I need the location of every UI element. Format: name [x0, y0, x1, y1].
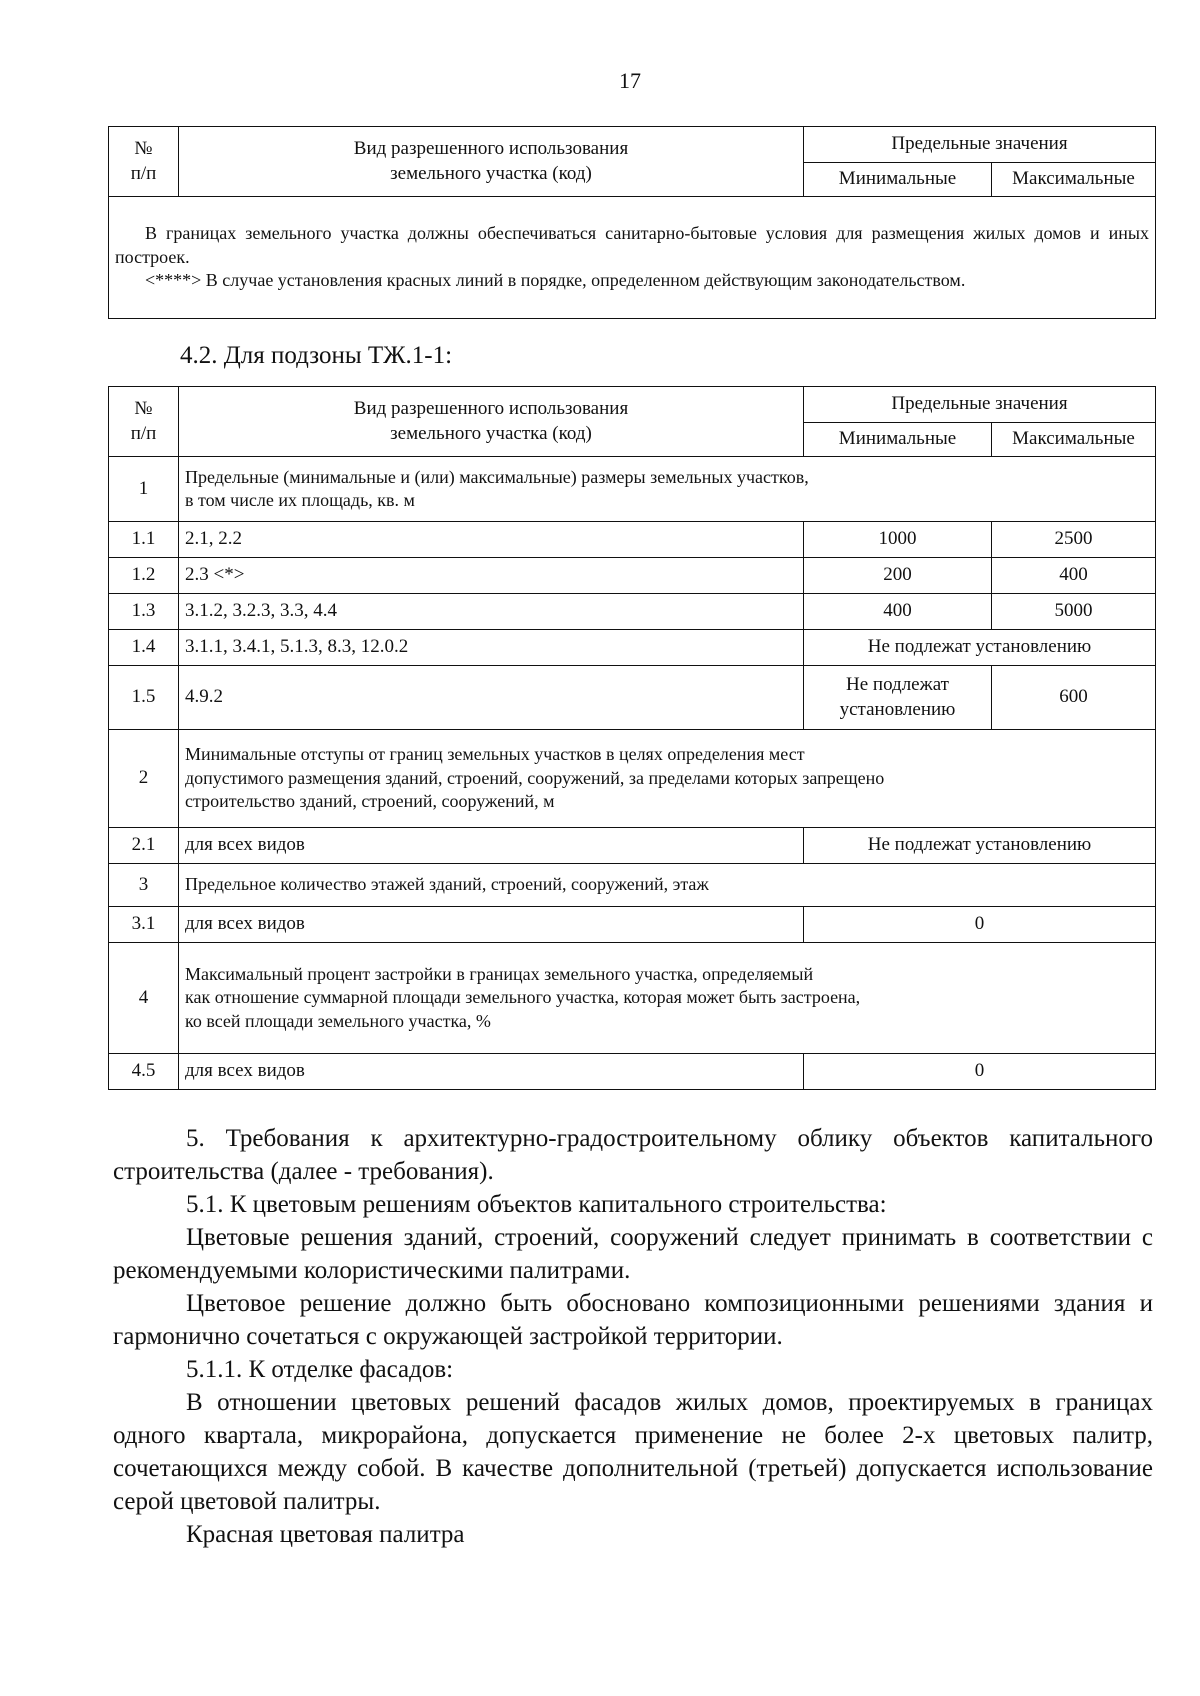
col-header-number: № п/п: [109, 127, 179, 197]
page-number: 17: [619, 68, 641, 93]
row-code: для всех видов: [179, 828, 804, 864]
table-row: [109, 907, 1156, 943]
col-header-max: Максимальные: [992, 423, 1156, 457]
row-number: 4.5: [109, 1054, 179, 1090]
col-header-number: № п/п: [109, 387, 179, 457]
row-number: 1: [109, 457, 179, 522]
row-code: для всех видов: [179, 1054, 804, 1090]
col-header-limits: Предельные значения: [804, 127, 1156, 163]
row-max: 400: [992, 558, 1156, 594]
row-number: 2.1: [109, 828, 179, 864]
row-number: 3.1: [109, 907, 179, 943]
paragraph: 5.1. К цветовым решениям объектов капитального строительства:: [186, 1191, 887, 1218]
row-merged-value: 0: [804, 1054, 1156, 1090]
row-label: Предельное количество этажей зданий, строений, сооружений, этаж: [179, 864, 1156, 907]
row-number: 1.4: [109, 630, 179, 666]
row-min: 400: [804, 594, 992, 630]
table-row: [109, 666, 1156, 730]
row-merged-value: Не подлежат установлению: [804, 828, 1156, 864]
paragraph: В отношении цветовых решений фасадов жилых домов, проектируемых в границах одного квартала, микрорайона, допускается применение не более 2-х цветовых палитр, сочетающихся между собой. В качестве дополнительной (третьей) допускается использование серой цветовой палитры.: [113, 1389, 1153, 1515]
table-row: [109, 594, 1156, 630]
row-label: Предельные (минимальные и (или) максимальные) размеры земельных участков, в том числе их площадь, кв. м: [179, 457, 1156, 522]
row-code: 3.1.2, 3.2.3, 3.3, 4.4: [179, 594, 804, 630]
section-heading: 4.2. Для подзоны ТЖ.1-1:: [180, 342, 453, 369]
col-header-max: Максимальные: [992, 163, 1156, 197]
row-number: 1.5: [109, 666, 179, 730]
row-code: 4.9.2: [179, 666, 804, 730]
paragraph: Цветовые решения зданий, строений, сооружений следует принимать в соответствии с рекомендуемыми колористическими палитрами.: [113, 1224, 1153, 1284]
row-max: 5000: [992, 594, 1156, 630]
col-header-type: Вид разрешенного использования земельного участка (код): [179, 387, 804, 457]
row-number: 2: [109, 730, 179, 828]
table-row: [109, 522, 1156, 558]
table-row: [109, 558, 1156, 594]
table-row: [109, 828, 1156, 864]
table-row: [109, 630, 1156, 666]
row-code: 2.3 <*>: [179, 558, 804, 594]
row-label: Минимальные отступы от границ земельных участков в целях определения мест допустимого размещения зданий, строений, сооружений, за пределами которых запрещено строительство зданий, строений, сооружений, м: [179, 730, 1156, 828]
body-text: [113, 1122, 1153, 1551]
row-number: 4: [109, 943, 179, 1054]
note-paragraph: В границах земельного участка должны обеспечиваться санитарно-бытовые условия для размещения жилых домов и иных построек.: [115, 223, 1149, 267]
note-paragraph: <****> В случае установления красных линий в порядке, определенном действующим законодательством.: [145, 270, 966, 291]
table-row: [109, 730, 1156, 828]
table-row: [109, 1054, 1156, 1090]
paragraph: Красная цветовая палитра: [186, 1521, 465, 1548]
row-merged-value: Не подлежат установлению: [804, 630, 1156, 666]
row-label: Максимальный процент застройки в границах земельного участка, определяемый как отношение суммарной площади земельного участка, которая может быть застроена, ко всей площади земельного участка, %: [179, 943, 1156, 1054]
row-number: 1.3: [109, 594, 179, 630]
row-min: Не подлежат установлению: [804, 666, 992, 730]
table-continuation: [108, 126, 1156, 319]
table-row: [109, 864, 1156, 907]
row-code: для всех видов: [179, 907, 804, 943]
paragraph: Цветовое решение должно быть обосновано композиционными решениями здания и гармонично сочетаться с окружающей застройкой территории.: [113, 1290, 1153, 1350]
row-max: 600: [992, 666, 1156, 730]
row-merged-value: 0: [804, 907, 1156, 943]
row-number: 1.1: [109, 522, 179, 558]
row-code: 2.1, 2.2: [179, 522, 804, 558]
col-header-min: Минимальные: [804, 163, 992, 197]
paragraph: 5. Требования к архитектурно-градостроительному облику объектов капитального строительства (далее - требования).: [113, 1125, 1153, 1185]
table-row: [109, 457, 1156, 522]
col-header-type: Вид разрешенного использования земельного участка (код): [179, 127, 804, 197]
col-header-min: Минимальные: [804, 423, 992, 457]
notes-cell: [109, 197, 1156, 319]
table-row: [109, 943, 1156, 1054]
row-number: 1.2: [109, 558, 179, 594]
row-max: 2500: [992, 522, 1156, 558]
col-header-limits: Предельные значения: [804, 387, 1156, 423]
row-min: 1000: [804, 522, 992, 558]
row-min: 200: [804, 558, 992, 594]
paragraph: 5.1.1. К отделке фасадов:: [186, 1356, 454, 1383]
row-code: 3.1.1, 3.4.1, 5.1.3, 8.3, 12.0.2: [179, 630, 804, 666]
row-number: 3: [109, 864, 179, 907]
table-limits: [108, 386, 1156, 1090]
